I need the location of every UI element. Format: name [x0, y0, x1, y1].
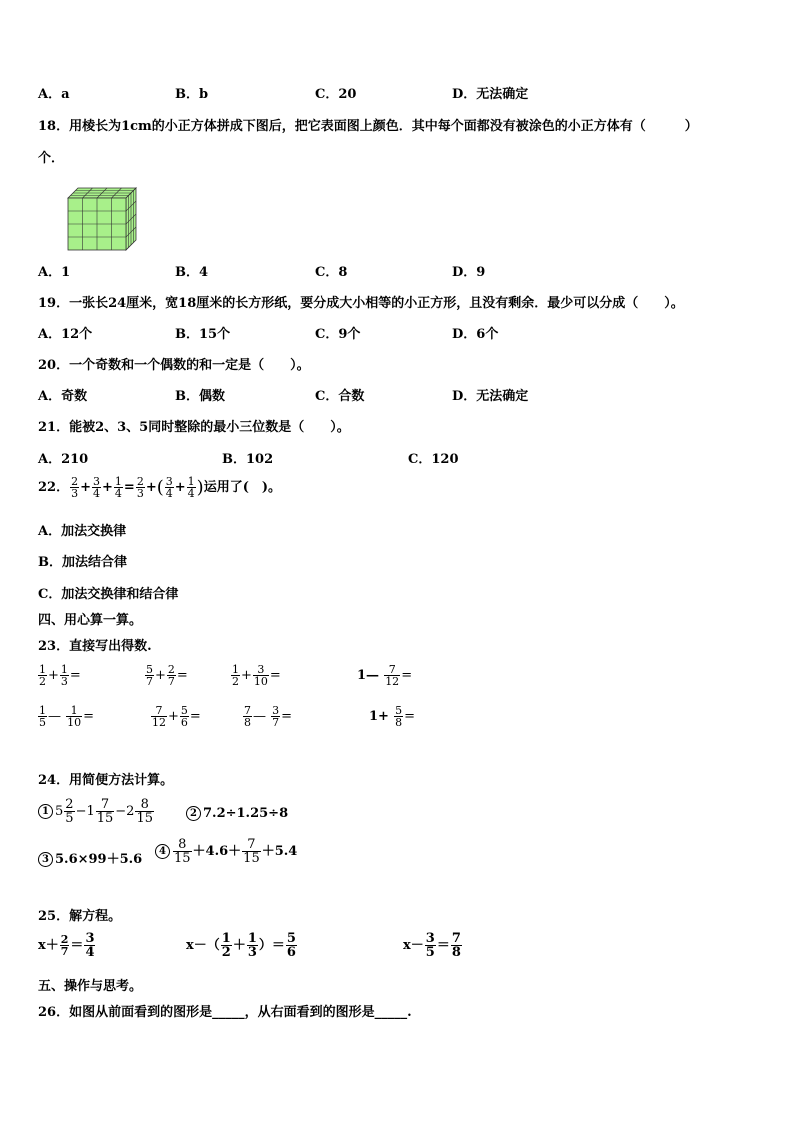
q24-expr-4: 4 $\frac{8}{15}$ ＋4.6＋ $\frac{7}{15}$ ＋5.4 — [155, 838, 297, 865]
q26-text: 26．如图从前面看到的图形是_____，从右面看到的图形是_____. — [38, 1005, 412, 1020]
circled-number-2: 2 — [186, 806, 201, 821]
q23-expr-2: $\frac{5}{7}$ + $\frac{2}{7}$ = — [146, 663, 188, 688]
q24-expr-2-text: 7.2÷1.25÷8 — [203, 806, 289, 821]
q24-expr-2 — [186, 806, 288, 821]
q18-option-d: D．9 — [452, 265, 486, 280]
q24-title: 24．用简便方法计算。 — [38, 773, 174, 788]
q22-option-a: A．加法交换律 — [38, 524, 127, 539]
q22-line: 22． $\frac{2}{3}$ + $\frac{3}{4}$ + $\frac{1}{4}$ = $\frac{2}{3}$ +( $\frac{3}{4}$ + $\frac{1}{4}$ )运用了( )。 — [38, 475, 281, 500]
q19-option-a: A．12个 — [38, 327, 93, 342]
q23-expr-3: $\frac{1}{2}$ + $\frac{3}{10}$ = — [232, 663, 281, 688]
q21-option-a: A．210 — [38, 452, 89, 467]
q25-eq-2: x－（ $\frac{1}{2}$ ＋ $\frac{1}{3}$ ）＝ $\frac{5}{6}$ — [186, 931, 296, 960]
section-5-heading: 五、操作与思考。 — [38, 979, 143, 994]
q18-option-a: A．1 — [38, 265, 71, 280]
q25-title: 25．解方程。 — [38, 909, 122, 924]
circled-number-3: 3 — [38, 852, 53, 867]
q19-option-d: D．6个 — [452, 327, 499, 342]
circled-number-1: 1 — [38, 804, 53, 819]
q23-expr-8: 1+ $\frac{5}{8}$ = — [369, 704, 415, 729]
q24-expr-4-part-b: ＋5.4 — [261, 844, 298, 859]
q19-text: 19．一张长24厘米，宽18厘米的长方形纸，要分成大小相等的小正方形，且没有剩余．最少可以分成（ ）。 — [38, 296, 684, 311]
q20-option-d: D．无法确定 — [452, 389, 529, 404]
cube-figure — [66, 186, 138, 252]
q22-option-b: B．加法结合律 — [38, 555, 127, 570]
q23-expr-6: $\frac{7}{12}$ + $\frac{5}{6}$ = — [152, 704, 201, 729]
q21-text: 21．能被2、3、5同时整除的最小三位数是（ ）。 — [38, 420, 350, 435]
q18-option-c: C．8 — [315, 265, 348, 280]
q18-text-continued: 个． — [38, 151, 65, 166]
q20-option-b: B．偶数 — [175, 389, 225, 404]
q19-option-b: B．15个 — [175, 327, 231, 342]
q23-expr-4: 1— $\frac{7}{12}$ = — [357, 663, 413, 688]
q19-option-c: C．9个 — [315, 327, 361, 342]
circled-number-4: 4 — [155, 844, 170, 859]
q22-suffix: 运用了( )。 — [203, 480, 281, 495]
q24-expr-3-text: 5.6×99＋5.6 — [55, 852, 143, 867]
q22-number: 22． — [38, 480, 70, 495]
q18-text: 18．用棱长为1cm的小正方体拼成下图后，把它表面图上颜色．其中每个面都没有被涂色的小正方体有（ ） — [38, 119, 698, 134]
q23-title: 23．直接写出得数. — [38, 639, 152, 654]
q17-option-d: D．无法确定 — [452, 87, 529, 102]
q21-option-b: B．102 — [222, 452, 274, 467]
q17-option-a: A．a — [38, 87, 70, 102]
q24-expr-4-part-a: ＋4.6＋ — [192, 844, 242, 859]
q24-expr-1: 1 5 $\frac{2}{5}$ −1 $\frac{7}{15}$ −2 $\frac{8}{15}$ — [38, 798, 155, 825]
q25-eq-1: x＋ $\frac{2}{7}$ ＝ $\frac{3}{4}$ — [38, 931, 95, 960]
q21-option-c: C．120 — [408, 452, 459, 467]
q20-option-a: A．奇数 — [38, 389, 88, 404]
q18-option-b: B．4 — [175, 265, 209, 280]
q17-option-b: B．b — [175, 87, 209, 102]
q23-expr-7: $\frac{7}{8}$ — $\frac{3}{7}$ = — [244, 704, 293, 729]
q23-expr-1: $\frac{1}{2}$ + $\frac{1}{3}$ = — [39, 663, 81, 688]
q23-expr-5: $\frac{1}{5}$ — $\frac{1}{10}$ = — [39, 704, 95, 729]
q20-option-c: C．合数 — [315, 389, 365, 404]
q25-eq-3: x－ $\frac{3}{5}$ ＝ $\frac{7}{8}$ — [403, 931, 461, 960]
q22-option-c: C．加法交换律和结合律 — [38, 587, 179, 602]
section-4-heading: 四、用心算一算。 — [38, 613, 143, 628]
q20-text: 20．一个奇数和一个偶数的和一定是（ ）。 — [38, 358, 310, 373]
q17-option-c: C．20 — [315, 87, 357, 102]
q24-expr-3 — [38, 848, 142, 867]
